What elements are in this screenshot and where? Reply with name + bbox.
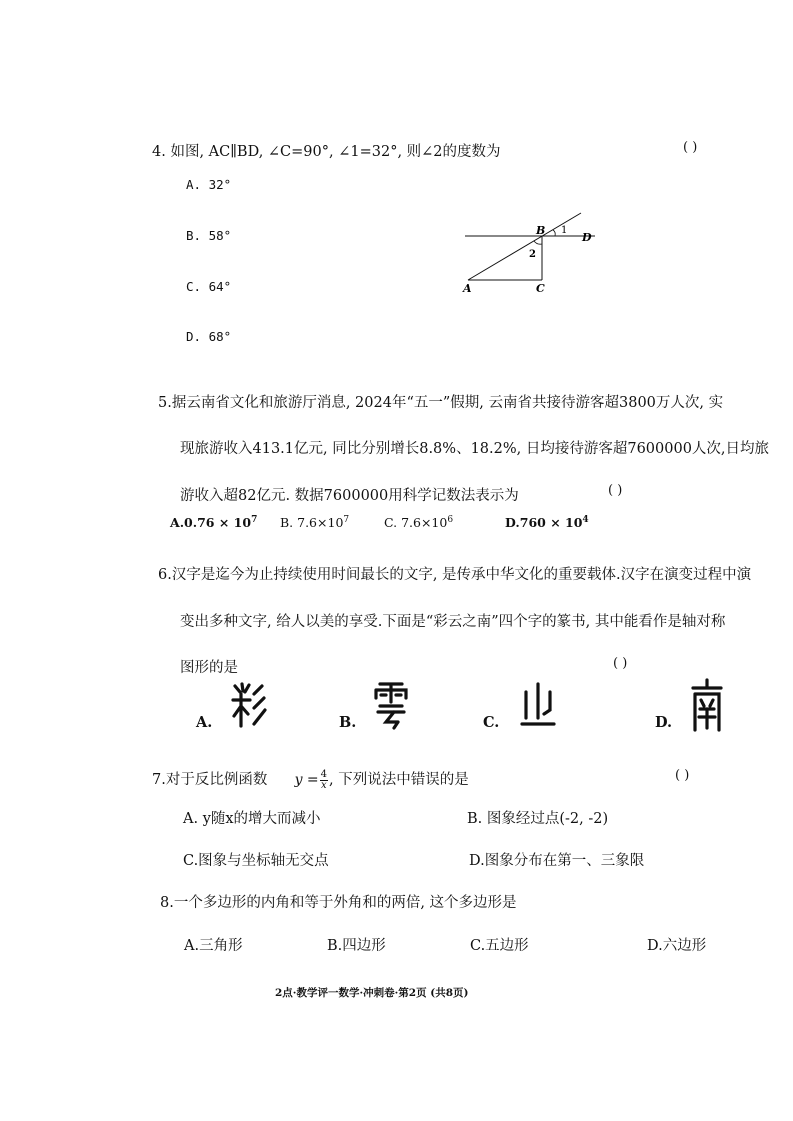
q5-option-a: $A.0.76 \times 10^7$ [170,514,258,530]
angle-1-arc [553,230,555,236]
q6-answer-paren: ( ) [613,656,628,671]
q6-option-a-label: A. [196,714,213,731]
q7-option-d: D.图象分布在第一、三象限 [469,853,645,869]
q4-option-c: C. 64° [186,279,232,294]
q5-option-c: C. $7.6\times 10^6$ [384,514,454,530]
label-d: D [582,231,592,244]
q5-line2: 现旅游收入413.1亿元, 同比分别增长8.8%、18.2%, 日均接待游客超7600000人次,日均旅 [180,441,770,457]
q8-option-d: D.六边形 [647,938,707,954]
q4-answer-paren: ( ) [683,140,698,155]
q5-line1: 5.据云南省文化和旅游厅消息, 2024年“五一”假期, 云南省共接待游客超3800万人次, 实 [158,395,724,411]
seal-nan-icon [689,678,725,734]
q7-option-b: B. 图象经过点(-2, -2) [467,811,609,827]
label-angle-2: 2 [529,249,536,260]
q5-option-b: B. $7.6\times 10^7$ [280,514,350,530]
label-a: A [463,282,472,295]
q6-option-c-label: C. [483,714,500,731]
q4-option-a: A. 32° [186,177,232,192]
q4-stem: 4. 如图, AC∥BD, ∠C=90°, ∠1=32°, 则∠2的度数为 [152,144,501,160]
seal-yun-icon [372,680,410,732]
q4-geometry-figure [455,205,605,300]
q5-option-d: $D.760 \times 10^4$ [505,514,589,530]
q4-option-d: D. 68° [186,329,232,344]
q7-stem: 7.对于反比例函数 y = $\frac{4}{x}$ , 下列说法中错误的是 [152,768,469,791]
q6-option-d-label: D. [655,714,673,731]
label-c: C [536,282,545,295]
q7-option-a: A. y随x的增大而减小 [183,811,321,827]
line-ab-extended [468,213,581,280]
seal-cai-icon [230,680,268,732]
label-b: B [536,224,546,237]
q7-option-c: C.图象与坐标轴无交点 [183,853,329,869]
q6-line2: 变出多种文字, 给人以美的享受.下面是“彩云之南”四个字的篆书, 其中能看作是轴对称 [180,614,726,630]
seal-zhi-icon [520,680,556,730]
q8-option-b: B.四边形 [327,938,386,954]
page-footer: 2点·教学评一数学·冲刺卷·第2页 (共8页) [275,987,469,999]
q8-stem: 8.一个多边形的内角和等于外角和的两倍, 这个多边形是 [160,895,517,911]
q7-function: y = [294,772,319,788]
q8-option-c: C.五边形 [470,938,529,954]
label-angle-1: 1 [561,225,568,236]
q5-answer-paren: ( ) [608,483,623,498]
q7-answer-paren: ( ) [675,768,690,783]
q5-line3: 游收入超82亿元. 数据7600000用科学记数法表示为 [180,488,519,504]
q8-option-a: A.三角形 [184,938,243,954]
q6-line1: 6.汉字是迄今为止持续使用时间最长的文字, 是传承中华文化的重要载体.汉字在演变过程中演 [158,567,752,583]
q4-option-b: B. 58° [186,228,232,243]
q6-line3: 图形的是 [180,660,238,676]
q6-option-b-label: B. [339,714,357,731]
angle-2-arc [534,241,542,244]
q7-fraction: $\frac{4}{x}$ [320,768,328,791]
